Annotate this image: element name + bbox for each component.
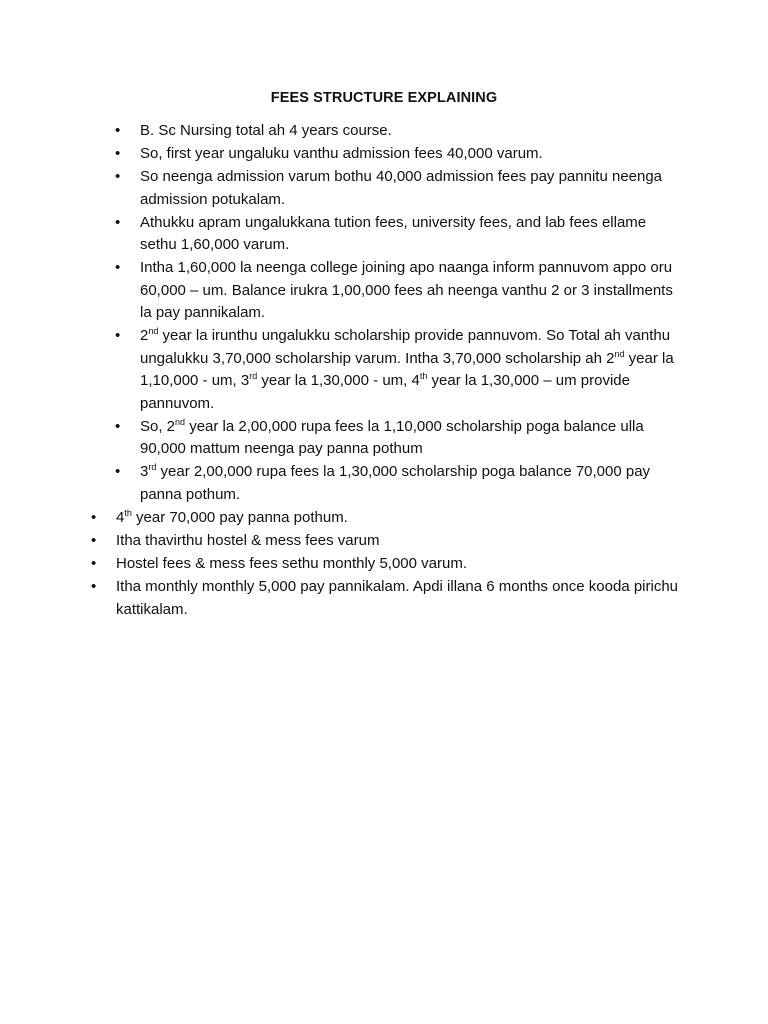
list-item-text: [116, 578, 678, 618]
bullet-icon: •: [115, 145, 121, 162]
ordinal-suffix: nd: [614, 348, 625, 359]
text-segment: 4: [116, 509, 125, 526]
text-segment: So, first year ungaluku vanthu admission fees 40,000 varum.: [140, 145, 543, 162]
list-item: [115, 416, 685, 461]
text-segment: year la 2,00,000 rupa fees la 1,10,000 scholarship poga balance ulla 90,000 mattum neenga pay panna pothum: [140, 417, 644, 457]
list-item: [115, 212, 685, 257]
list-item: [91, 553, 685, 576]
bullet-icon: •: [91, 578, 97, 595]
list-item: [115, 257, 685, 325]
text-segment: year la 1,30,000 – um provide pannuvom.: [140, 372, 630, 412]
ordinal-suffix: th: [419, 371, 428, 381]
list-item-text: [140, 214, 646, 254]
list-item-text: [140, 463, 650, 503]
list-item-text: [116, 555, 467, 572]
text-segment: B. Sc Nursing total ah 4 years course.: [140, 122, 392, 139]
bullet-icon: •: [115, 213, 121, 231]
list-item: [115, 120, 685, 143]
list-item: [115, 166, 685, 211]
text-segment: So, 2: [140, 417, 176, 435]
bullet-icon: •: [115, 417, 121, 435]
bullet-icon: •: [115, 168, 121, 185]
fees-list-indented: [115, 120, 685, 507]
bullet-icon: •: [115, 259, 121, 276]
list-item-text: [140, 259, 673, 321]
text-segment: Intha 1,60,000 la neenga college joining apo naanga inform pannuvom appo oru 60,000 – um. Balance irukra 1,00,000 fees ah neenga vanthu 2 or 3 installments la pay pannikalam.: [140, 259, 673, 321]
list-item-text: [116, 509, 348, 526]
list-item-text: [140, 418, 644, 458]
text-segment: Hostel fees & mess fees sethu monthly 5,000 varum.: [116, 555, 467, 572]
text-segment: 2: [140, 327, 149, 344]
bullet-icon: •: [115, 122, 121, 139]
text-segment: year la 1,10,000 - um, 3: [140, 349, 674, 389]
text-segment: 3: [140, 463, 149, 480]
text-segment: year 2,00,000 rupa fees la 1,30,000 scholarship poga balance 70,000 pay panna pothum.: [140, 463, 651, 503]
list-item-text: [140, 327, 674, 412]
bullet-icon: •: [91, 555, 97, 572]
list-item: [115, 143, 685, 166]
ordinal-suffix: th: [124, 508, 132, 518]
text-segment: year la 1,30,000 - um, 4: [257, 372, 420, 389]
list-item-text: [140, 168, 662, 208]
bullet-icon: •: [115, 327, 121, 344]
list-item-text: [140, 145, 543, 162]
text-segment: year 70,000 pay panna pothum.: [131, 509, 348, 526]
fees-list-outer: [91, 507, 685, 622]
list-item: [115, 325, 685, 415]
ordinal-suffix: nd: [148, 326, 159, 336]
page-title: FEES STRUCTURE EXPLAINING: [270, 90, 498, 106]
ordinal-suffix: rd: [148, 462, 157, 472]
list-item-text: [116, 532, 379, 549]
list-item: [91, 507, 685, 530]
list-item: [115, 461, 685, 506]
list-item-text: [140, 122, 392, 139]
bullet-icon: •: [91, 509, 97, 526]
bullet-icon: •: [91, 532, 97, 549]
text-segment: So neenga admission varum bothu 40,000 admission fees pay pannitu neenga admission potukalam.: [140, 168, 663, 208]
bullet-icon: •: [115, 463, 121, 480]
text-segment: Itha thavirthu hostel & mess fees varum: [116, 532, 380, 549]
text-segment: year la irunthu ungalukku scholarship provide pannuvom. So Total ah vanthu ungalukku 3,70,000 scholarship varum. Intha 3,70,000 scholarship ah 2: [140, 327, 671, 367]
ordinal-suffix: nd: [175, 416, 186, 427]
list-item: [91, 576, 685, 621]
list-item: [91, 530, 685, 553]
text-segment: Itha monthly monthly 5,000 pay pannikalam. Apdi illana 6 months once kooda pirichu kattikalam.: [116, 578, 679, 618]
ordinal-suffix: rd: [249, 371, 258, 381]
text-segment: Athukku apram ungalukkana tution fees, university fees, and lab fees ellame sethu 1,60,000 varum.: [140, 213, 647, 253]
